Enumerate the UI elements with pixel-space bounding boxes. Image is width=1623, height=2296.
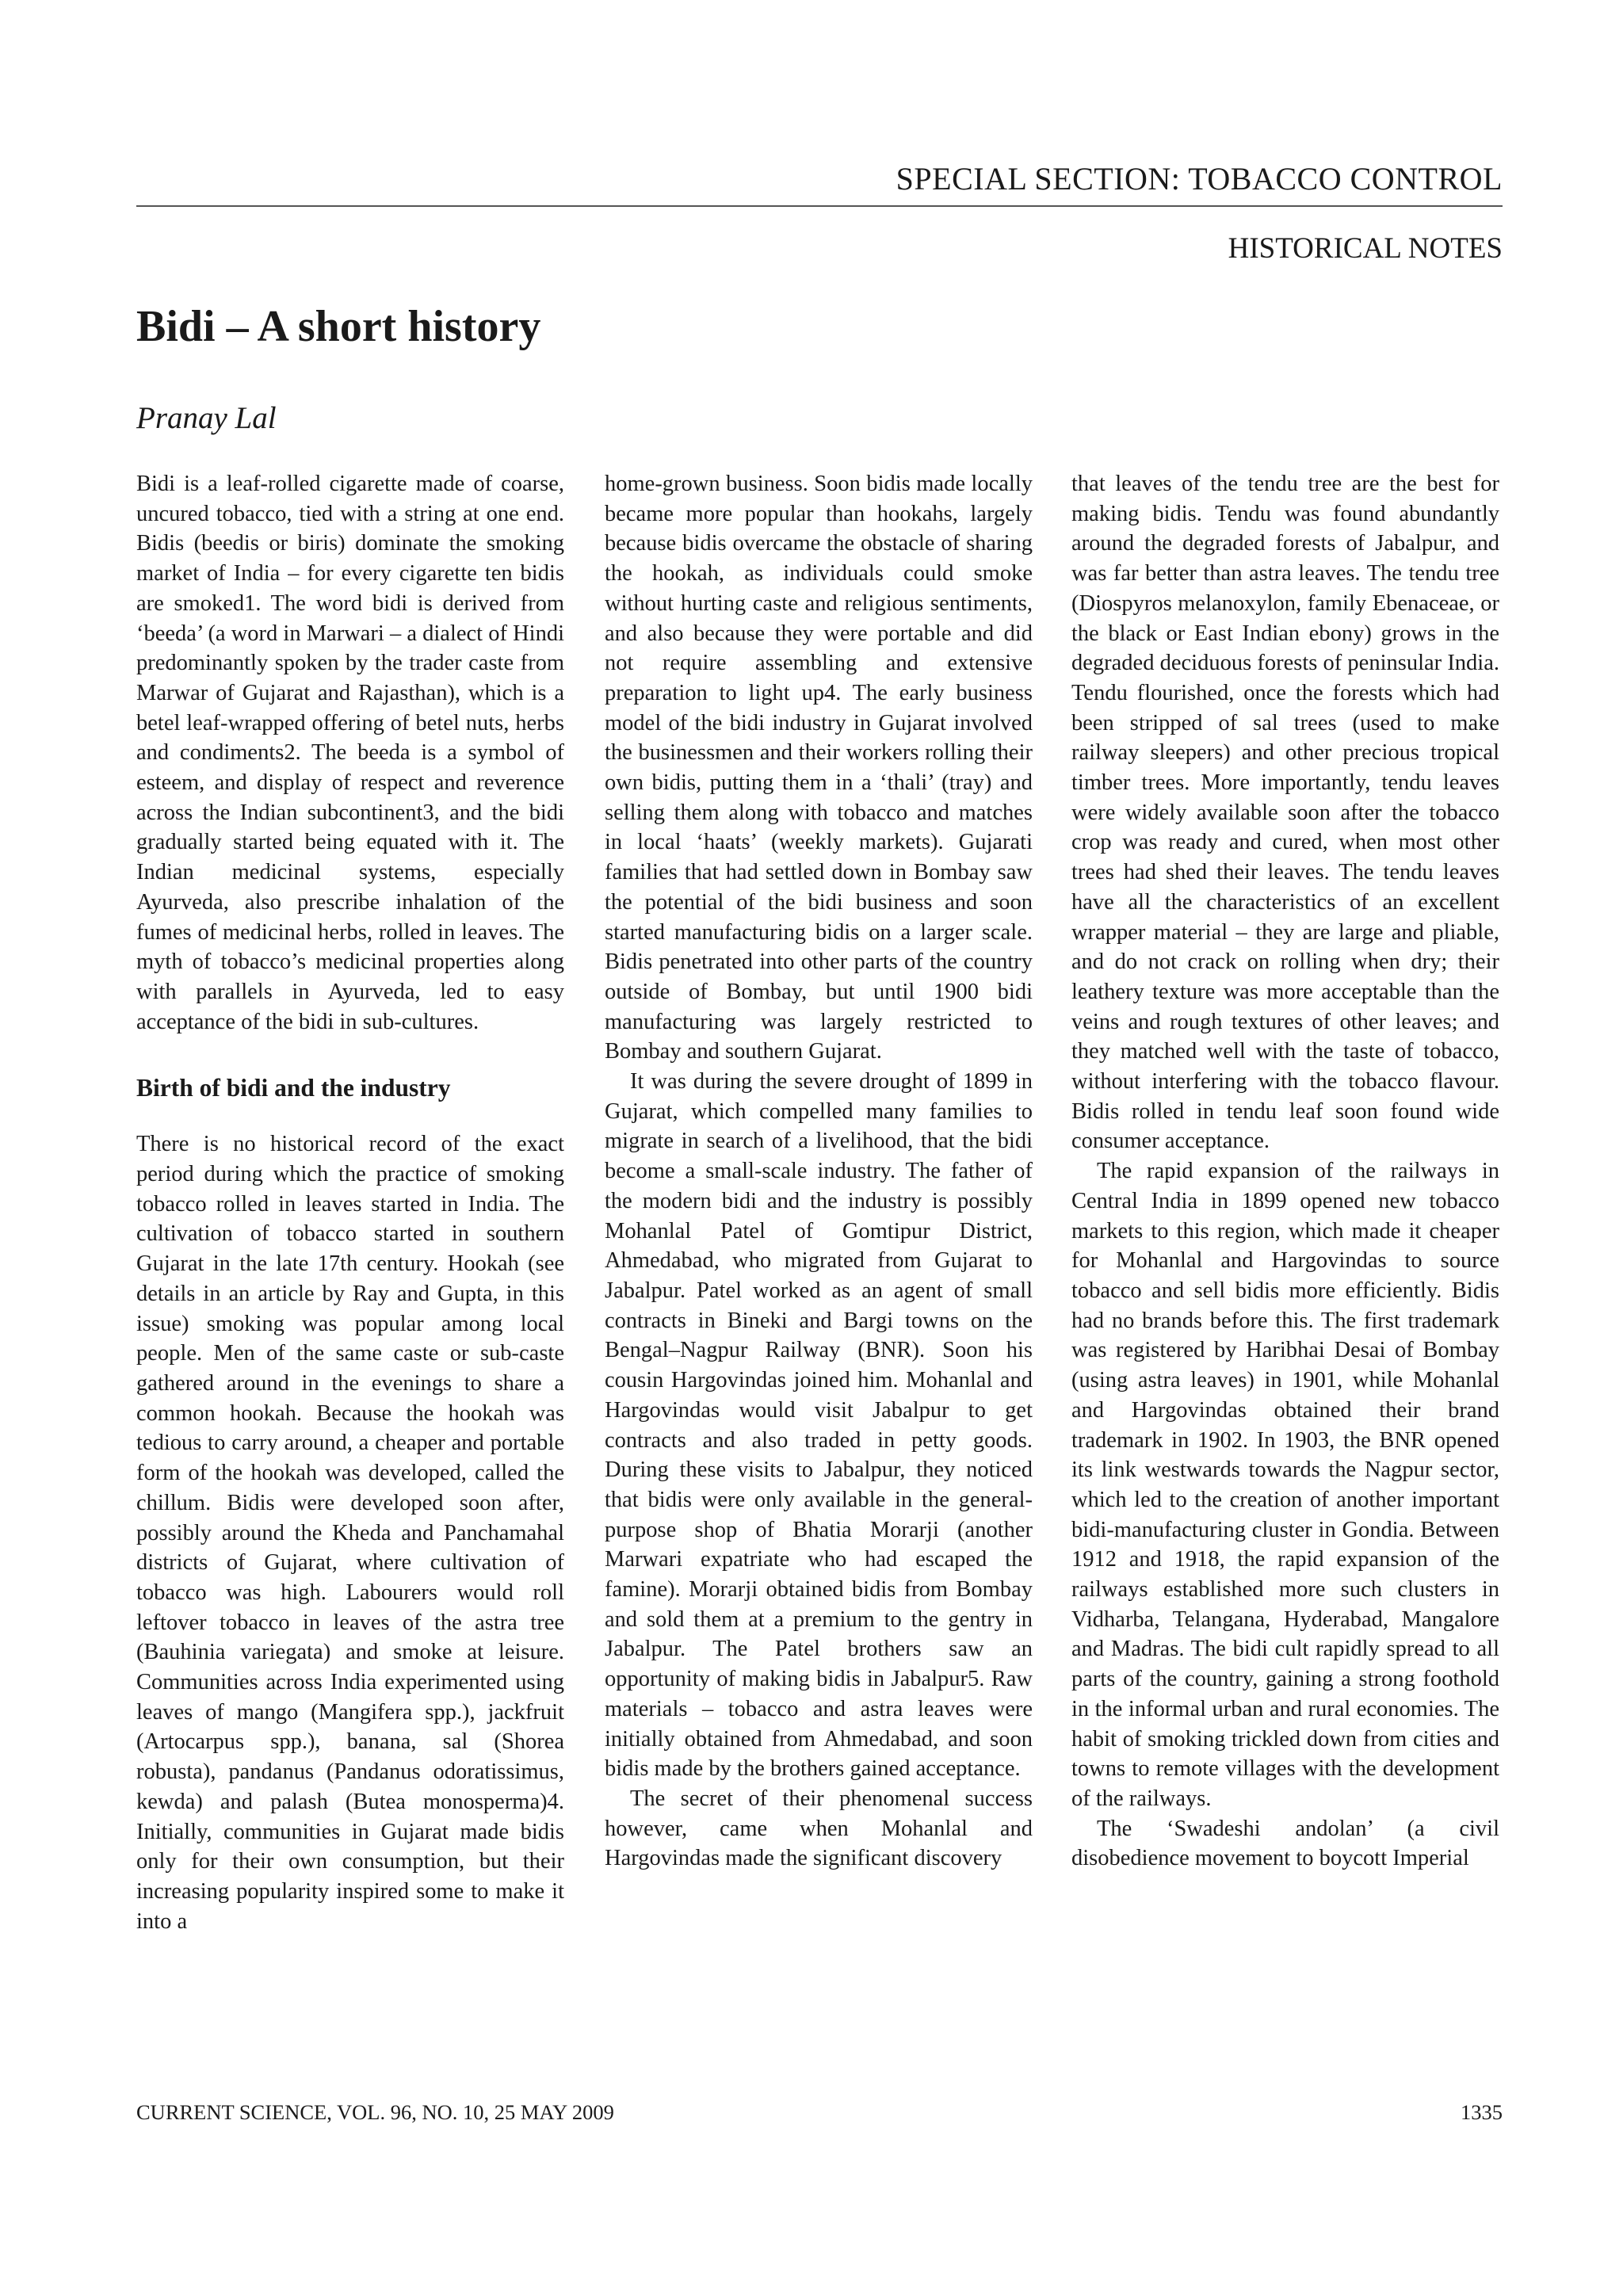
body-paragraph: home-grown business. Soon bidis made locally became more popular than hookahs, largely because bidis overcame the obstacle of sharing the hookah, as individuals could smoke without hurting caste and religious sentiments, and also because they were portable and did not require assembling and extensive preparation to light up4. The early business model of the bidi industry in Gujarat involved the businessmen and their workers rolling their own bidis, putting them in a ‘thali’ (tray) and selling them along with tobacco and matches in local ‘haats’ (weekly markets). Gujarati families that had settled down in Bombay saw the potential of the bidi business and soon started manufacturing bidis on a larger scale. Bidis penetrated into other parts of the country outside of Bombay, but until 1900 bidi manufacturing was largely restricted to Bombay and southern Gujarat. [605, 472, 1033, 1064]
column-1 [136, 469, 564, 1936]
body-paragraph: The ‘Swadeshi andolan’ (a civil disobedience movement to boycott Imperial [1071, 1816, 1499, 1871]
header-rule [136, 205, 1503, 207]
body-paragraph: The rapid expansion of the railways in Central India in 1899 opened new tobacco markets to this region, which made it cheaper for Mohanlal and Hargovindas to source tobacco and sell bidis more efficiently. Bidis had no brands before this. The first trademark was registered by Haribhai Desai of Bombay (using astra leaves) in 1901, while Mohanlal and Hargovindas obtained their brand trademark in 1902. In 1903, the BNR opened its link westwards towards the Nagpur sector, which led to the creation of another important bidi-manufacturing cluster in Gondia. Between 1912 and 1918, the rapid expansion of the railways established more such clusters in Vidharba, Telangana, Hyderabad, Mangalore and Madras. The bidi cult rapidly spread to all parts of the country, gaining a strong foothold in the informal urban and rural economies. The habit of smoking trickled down from cities and towns to remote villages with the development of the railways. [1071, 1159, 1499, 1811]
page-number: 1335 [1461, 2100, 1503, 2124]
column-2 [605, 469, 1033, 1874]
body-paragraph: There is no historical record of the exact period during which the practice of smoking tobacco rolled in leaves started in India. The cultivation of tobacco started in southern Gujarat in the late 17th century. Hookah (see details in an article by Ray and Gupta, in this issue) smoking was popular among local people. Men of the same caste or sub-caste gathered around in the evenings to share a common hookah. Because the hookah was tedious to carry around, a cheaper and portable form of the hookah was developed, called the chillum. Bidis were developed soon after, possibly around the Kheda and Panchamahal districts of Gujarat, where cultivation of tobacco was high. Labourers would roll leftover tobacco in leaves of the astra tree (Bauhinia variegata) and smoke at leisure. Communities across India experimented using leaves of mango (Mangifera spp.), jackfruit (Artocarpus spp.), banana, sal (Shorea robusta), pandanus (Pandanus odoratissimus, kewda) and palash (Butea monosperma)4. Initially, communities in Gujarat made bidis only for their own consumption, but their increasing popularity inspired some to make it into a [136, 1132, 564, 1934]
journal-citation: CURRENT SCIENCE, VOL. 96, NO. 10, 25 MAY 2009 [136, 2100, 614, 2124]
body-paragraph: It was during the severe drought of 1899 in Gujarat, which compelled many families to migrate in search of a livelihood, that the bidi become a small-scale industry. The father of the modern bidi and the industry is possibly Mohanlal Patel of Gomtipur District, Ahmedabad, who migrated from Gujarat to Jabalpur. Patel worked as an agent of small contracts in Bineki and Bargi towns on the Bengal–Nagpur Railway (BNR). Soon his cousin Hargovindas joined him. Mohanlal and Hargovindas would visit Jabalpur to get contracts and also traded in petty goods. During these visits to Jabalpur, they noticed that bidis were only available in the general-purpose shop of Bhatia Morarji (another Marwari expatriate who had escaped the famine). Morarji obtained bidis from Bombay and sold them at a premium to the gentry in Jabalpur. The Patel brothers saw an opportunity of making bidis in Jabalpur5. Raw materials – tobacco and astra leaves were initially obtained from Ahmedabad, and soon bidis made by the brothers gained acceptance. [605, 1069, 1033, 1782]
article-title: Bidi – A short history [136, 302, 541, 351]
body-paragraph: The secret of their phenomenal success however, came when Mohanlal and Hargovindas made the significant discovery [605, 1786, 1033, 1871]
body-paragraph: Bidi is a leaf-rolled cigarette made of coarse, uncured tobacco, tied with a string at one end. Bidis (beedis or biris) dominate the smoking market of India – for every cigarette ten bidis are smoked1. The word bidi is derived from ‘beeda’ (a word in Marwari – a dialect of Hindi predominantly spoken by the trader caste from Marwar of Gujarat and Rajasthan), which is a betel leaf-wrapped offering of betel nuts, herbs and condiments2. The beeda is a symbol of esteem, and display of respect and reverence across the Indian subcontinent3, and the bidi gradually started being equated with it. The Indian medicinal systems, especially Ayurveda, also prescribe inhalation of the fumes of medicinal herbs, rolled in leaves. The myth of tobacco’s medicinal properties along with parallels in Ayurveda, led to easy acceptance of the bidi in sub-cultures. [136, 472, 564, 1034]
section-heading: Birth of bidi and the industry [136, 1074, 451, 1102]
category-label: HISTORICAL NOTES [1228, 232, 1503, 265]
article-author: Pranay Lal [136, 401, 277, 435]
body-paragraph: that leaves of the tendu tree are the best for making bidis. Tendu was found abundantly around the degraded forests of Jabalpur, and was far better than astra leaves. The tendu tree (Diospyros melanoxylon, family Ebenaceae, or the black or East Indian ebony) grows in the degraded deciduous forests of peninsular India. Tendu flourished, once the forests which had been stripped of sal trees (used to make railway sleepers) and other precious tropical timber trees. More importantly, tendu leaves were widely available soon after the tobacco crop was ready and cured, when most other trees had shed their leaves. The tendu leaves have all the characteristics of an excellent wrapper material – they are large and pliable, and do not crack on rolling when dry; their leathery texture was more acceptable than the veins and rough textures of other leaves; and they matched well with the taste of tobacco, without interfering with the tobacco flavour. Bidis rolled in tendu leaf soon found wide consumer acceptance. [1071, 472, 1499, 1154]
column-3 [1071, 469, 1499, 1874]
section-title: SPECIAL SECTION: TOBACCO CONTROL [896, 161, 1503, 197]
